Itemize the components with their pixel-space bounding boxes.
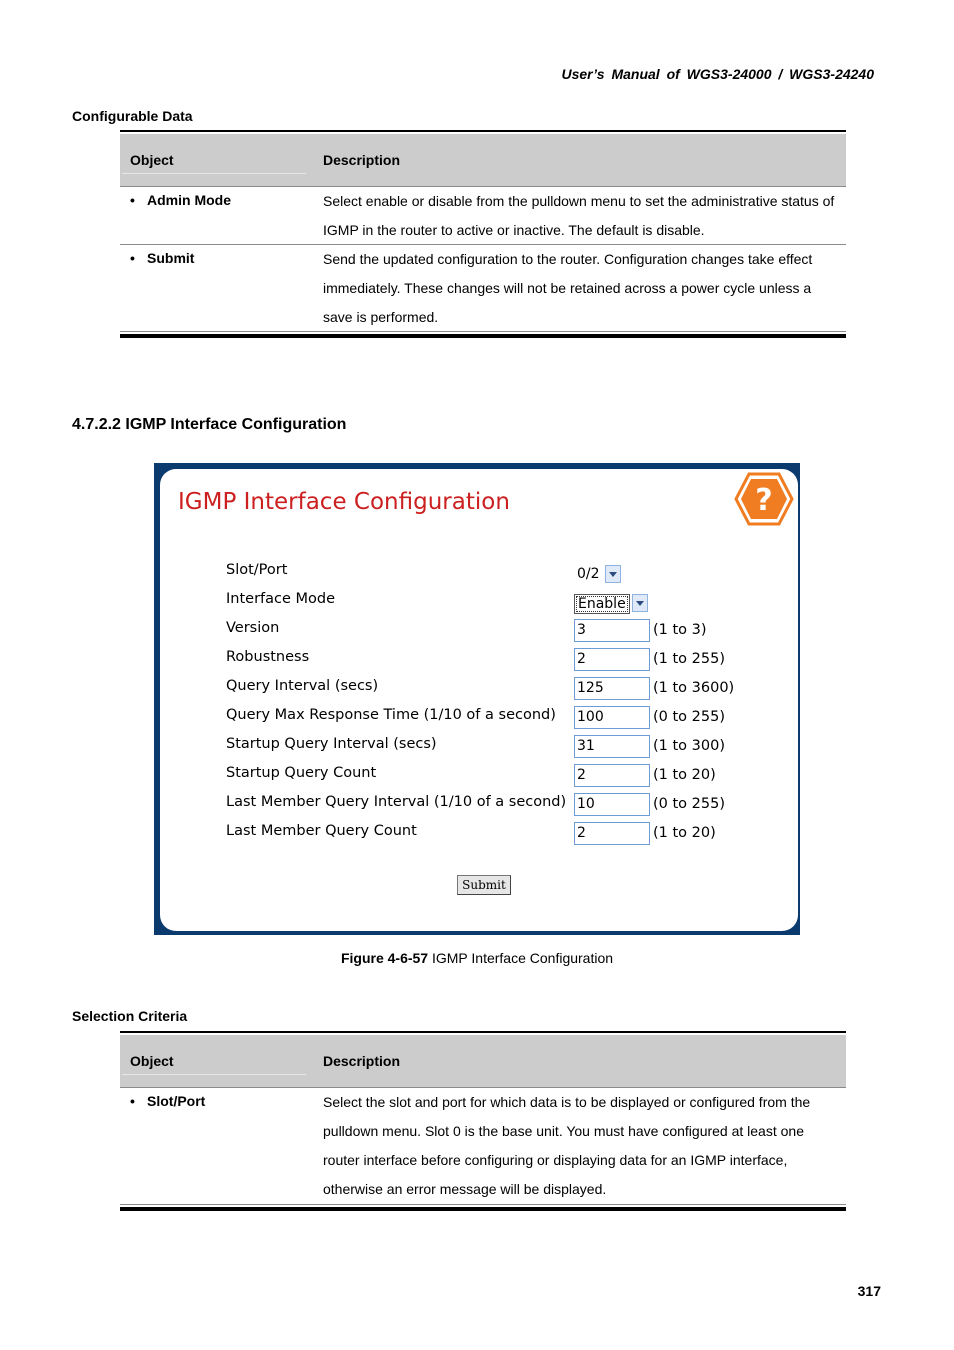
robustness-range: (1 to 255): [653, 651, 725, 667]
query-interval-input[interactable]: 125: [574, 677, 650, 700]
svg-text:?: ?: [755, 483, 773, 518]
query-interval-range: (1 to 3600): [653, 680, 735, 696]
startup-query-interval-input[interactable]: 31: [574, 735, 650, 758]
row-description: Send the updated configuration to the router. Configuration changes take effect immediately. These changes will not be retained across a power cycle unless a save is performed.: [323, 251, 813, 325]
label-slot-port: Slot/Port: [226, 562, 288, 578]
row-object: • Submit: [130, 250, 195, 266]
column-header-object: Object: [130, 152, 174, 168]
selection-criteria-table: [120, 1031, 846, 1211]
label-robustness: Robustness: [226, 649, 310, 665]
version-range: (1 to 3): [653, 622, 707, 638]
label-startup-query-count: Startup Query Count: [226, 765, 377, 781]
configurable-data-table: [120, 130, 846, 338]
label-query-interval: Query Interval (secs): [226, 678, 379, 694]
column-header-description: Description: [323, 152, 401, 168]
startup-query-interval-range: (1 to 300): [653, 738, 725, 754]
table-row: [120, 187, 846, 245]
row-description: Select the slot and port for which data is to be displayed or configured from the pulldown menu. Slot 0 is the base unit. You must have configured at least one router interface before configuring or displaying data for an IGMP interface, otherwise an error message will be displayed.: [323, 1094, 811, 1197]
figure-caption: [0, 950, 954, 966]
query-max-response-time-input[interactable]: 100: [574, 706, 650, 729]
igmp-interface-configuration-figure: [154, 463, 800, 935]
chevron-down-icon[interactable]: [632, 594, 648, 612]
last-member-query-count-input[interactable]: 2: [574, 822, 650, 845]
panel-title: IGMP Interface Configuration: [178, 489, 510, 515]
table-bottom-rule: [120, 334, 846, 338]
selection-criteria-label: Selection Criteria: [72, 1008, 188, 1024]
header-divider: [122, 173, 306, 174]
submit-button[interactable]: Submit: [457, 875, 511, 895]
last-member-query-interval-range: (0 to 255): [653, 796, 725, 812]
row-object: • Admin Mode: [130, 192, 231, 208]
table-top-rule: [120, 1031, 846, 1033]
interface-mode-select[interactable]: [574, 594, 648, 612]
row-description: Select enable or disable from the pulldown menu to set the administrative status of IGMP in the router to active or inactive. The default is disable.: [323, 193, 835, 238]
config-panel: [160, 469, 798, 931]
column-header-object: Object: [130, 1053, 174, 1069]
table-header: [120, 134, 846, 187]
query-max-response-time-range: (0 to 255): [653, 709, 725, 725]
label-last-member-query-count: Last Member Query Count: [226, 823, 417, 839]
label-interface-mode: Interface Mode: [226, 591, 336, 607]
slot-port-value: 0/2: [577, 566, 600, 582]
version-input[interactable]: 3: [574, 619, 650, 642]
table-row: [120, 1088, 846, 1205]
startup-query-count-range: (1 to 20): [653, 767, 716, 783]
label-last-member-query-interval: Last Member Query Interval (1/10 of a second): [226, 794, 567, 810]
table-row: [120, 245, 846, 332]
label-startup-query-interval: Startup Query Interval (secs): [226, 736, 437, 752]
section-heading: 4.7.2.2 IGMP Interface Configuration: [72, 416, 347, 433]
table-top-rule: [120, 130, 846, 132]
caption-figure-number: Figure 4-6-57: [340, 950, 429, 966]
label-query-max-response-time: Query Max Response Time (1/10 of a second): [226, 707, 556, 723]
row-object: • Slot/Port: [130, 1093, 206, 1109]
configurable-data-label: Configurable Data: [72, 108, 193, 124]
last-member-query-interval-input[interactable]: 10: [574, 793, 650, 816]
table-header: [120, 1035, 846, 1088]
slot-port-select[interactable]: [574, 565, 621, 583]
startup-query-count-input[interactable]: 2: [574, 764, 650, 787]
chevron-down-icon[interactable]: [605, 565, 621, 583]
page-header: User’s Manual of WGS3-24000 / WGS3-24240: [561, 66, 874, 82]
last-member-query-count-range: (1 to 20): [653, 825, 716, 841]
header-divider: [122, 1074, 306, 1075]
caption-text: IGMP Interface Configuration: [428, 950, 614, 966]
help-question-icon[interactable]: [734, 471, 794, 527]
interface-mode-value: Enable: [574, 594, 630, 614]
page-number: 317: [857, 1283, 881, 1299]
robustness-input[interactable]: 2: [574, 648, 650, 671]
table-bottom-rule: [120, 1207, 846, 1211]
column-header-description: Description: [323, 1053, 401, 1069]
label-version: Version: [226, 620, 280, 636]
